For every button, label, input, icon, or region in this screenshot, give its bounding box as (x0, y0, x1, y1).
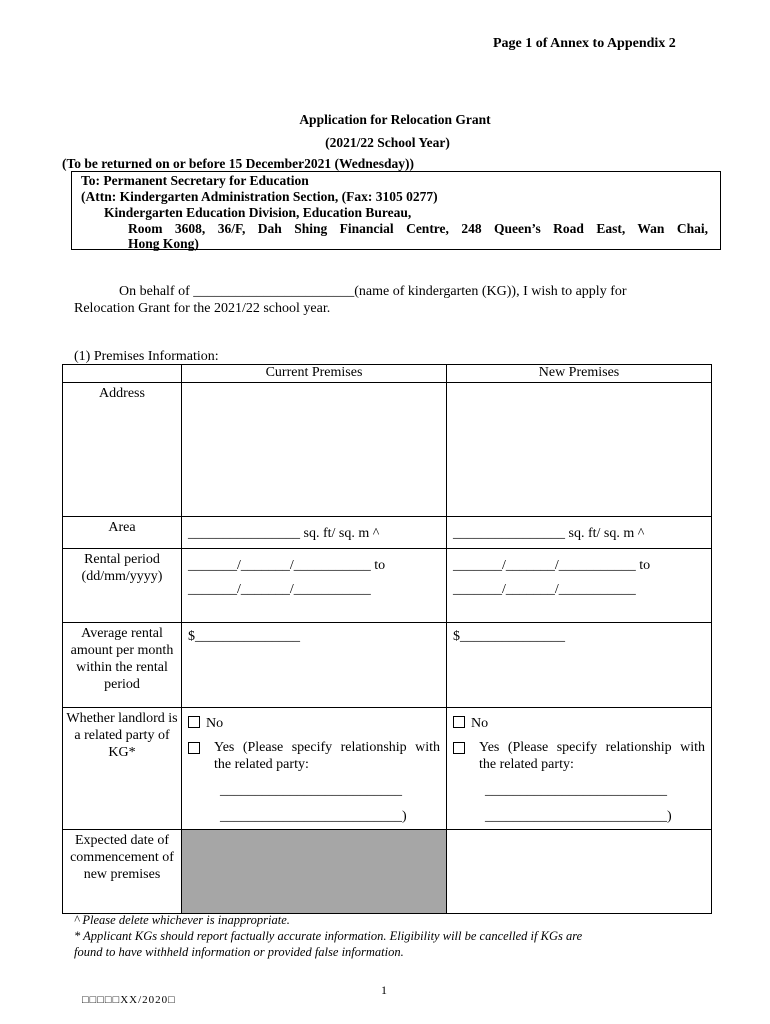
commencement-date-label: Expected date of commencement of new premises (63, 830, 182, 914)
current-commencement-shaded-cell (182, 830, 447, 914)
current-premises-header: Current Premises (182, 365, 447, 383)
yes-option[interactable] (188, 739, 440, 773)
new-related-party-field (447, 708, 712, 830)
rental-period-start: _______/_______/___________ to (453, 558, 651, 573)
yes-option-label: Yes (Please specify relationship with the related party: (479, 740, 705, 772)
recipient-line-1: To: Permanent Secretary for Education (81, 173, 309, 188)
no-option-label: No (206, 716, 224, 731)
school-year: (2021/22 School Year) (325, 135, 450, 150)
new-commencement-date-field[interactable] (447, 830, 712, 914)
current-average-rent-field[interactable]: $_______________ (182, 623, 447, 708)
current-area-field[interactable]: ________________ sq. ft/ sq. m ^ (182, 517, 447, 549)
premises-table (62, 364, 712, 914)
header-blank-cell (63, 365, 182, 383)
yes-option-label: Yes (Please specify relationship with the related party: (214, 740, 440, 772)
relationship-blank-line-2[interactable]: __________________________) (220, 809, 407, 824)
average-rent-label: Average rental amount per month within the rental period (63, 623, 182, 708)
checkbox-icon[interactable] (453, 716, 465, 728)
page-number: 1 (381, 983, 387, 997)
footnote-delete-inappropriate: ^ Please delete whichever is inappropriate. (74, 913, 290, 927)
rental-period-end: _______/_______/___________ (453, 582, 636, 597)
relationship-blank-line-2[interactable]: __________________________) (485, 809, 672, 824)
return-deadline-note: (To be returned on or before 15 December2021 (Wednesday)) (62, 156, 414, 171)
rental-period-start: _______/_______/___________ to (188, 558, 386, 573)
new-rental-period-field[interactable] (447, 549, 712, 623)
checkbox-icon[interactable] (188, 742, 200, 754)
footnote-accurate-info: * Applicant KGs should report factually accurate information. Eligibility will be cancelled if KGs are (74, 929, 583, 943)
footnotes (74, 912, 582, 960)
yes-option[interactable] (453, 739, 705, 773)
rental-period-label: Rental period (dd/mm/yyyy) (63, 549, 182, 623)
document-reference-code: □□□□□XX/2020□ (82, 994, 176, 1006)
footnote-false-info: found to have withheld information or provided false information. (74, 945, 404, 959)
recipient-line-5: Hong Kong) (128, 236, 199, 251)
related-party-label: Whether landlord is a related party of KG* (63, 708, 182, 830)
application-statement-line-2: Relocation Grant for the 2021/22 school year. (74, 301, 331, 316)
form-title: Application for Relocation Grant (299, 112, 491, 127)
area-label: Area (63, 517, 182, 549)
checkbox-icon[interactable] (188, 716, 200, 728)
premises-section-heading: (1) Premises Information: (74, 349, 219, 364)
no-option-label: No (471, 716, 489, 731)
current-related-party-field (182, 708, 447, 830)
no-option[interactable] (188, 715, 440, 732)
page-reference: Page 1 of Annex to Appendix 2 (493, 36, 676, 51)
address-label: Address (63, 383, 182, 517)
new-address-field[interactable] (447, 383, 712, 517)
rental-period-end: _______/_______/___________ (188, 582, 371, 597)
relationship-blank-line-1[interactable]: __________________________ (485, 783, 667, 798)
application-statement-line-1: On behalf of _______________________(name of kindergarten (KG)), I wish to apply for (119, 284, 627, 299)
recipient-box (71, 171, 721, 250)
new-premises-header: New Premises (447, 365, 712, 383)
checkbox-icon[interactable] (453, 742, 465, 754)
recipient-line-4: Room 3608, 36/F, Dah Shing Financial Centre, 248 Queen’s Road East, Wan Chai, (128, 221, 708, 236)
current-rental-period-field[interactable] (182, 549, 447, 623)
no-option[interactable] (453, 715, 705, 732)
recipient-line-2: (Attn: Kindergarten Administration Section, (Fax: 3105 0277) (81, 189, 438, 204)
relationship-blank-line-1[interactable]: __________________________ (220, 783, 402, 798)
new-average-rent-field[interactable]: $_______________ (447, 623, 712, 708)
recipient-line-3: Kindergarten Education Division, Education Bureau, (104, 205, 412, 220)
new-area-field[interactable]: ________________ sq. ft/ sq. m ^ (447, 517, 712, 549)
current-address-field[interactable] (182, 383, 447, 517)
